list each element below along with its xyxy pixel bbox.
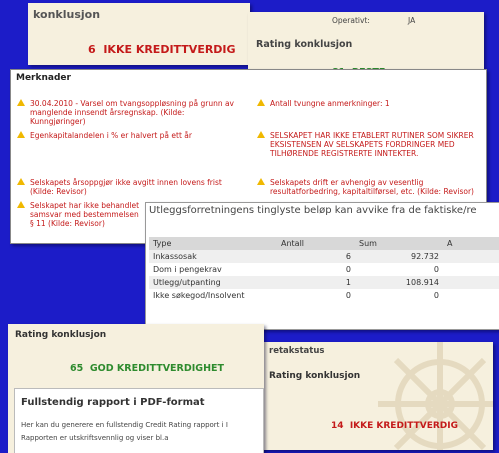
panel-title: Rating konklusjon <box>269 371 361 381</box>
rating-status: IKKE KREDITTVERDIG <box>349 421 458 431</box>
company-status-header: retakstatus <box>269 346 325 356</box>
rating-status: IKKE KREDITTVERDIG <box>103 43 236 56</box>
rating-conclusion <box>331 421 458 431</box>
table-header-row <box>149 237 499 250</box>
warning-icon <box>17 99 25 106</box>
rating-status: GOD KREDITTVERDIGHET <box>89 363 224 374</box>
remarks-title: Merknader <box>16 73 71 83</box>
panel-title: konklusjon <box>33 8 101 21</box>
warning-icon <box>257 178 265 185</box>
rating-conclusion <box>88 43 236 56</box>
rating-score: 14 <box>331 421 344 431</box>
enforcement-table <box>149 237 499 302</box>
col-header-sum: Sum <box>355 237 443 250</box>
table-row: Dom i pengekrav 0 0 <box>153 265 439 274</box>
operative-value: JA <box>408 16 416 25</box>
rating-score: 65 <box>70 363 84 374</box>
pdf-report-text-1: Her kan du generere en fullstendig Credit Rating rapport i I <box>21 421 228 429</box>
rating-conclusion <box>70 363 224 374</box>
warning-icon <box>17 178 25 185</box>
rating-panel-6 <box>255 342 493 450</box>
table-row: Inkassosak 6 92.732 <box>149 250 499 263</box>
col-header-extra: A <box>443 237 499 250</box>
remark-left-4-line3: § 11 (Kilde: Revisor) <box>30 219 105 228</box>
remark-left-4-line2: samsvar med bestemmelsen <box>30 210 139 219</box>
panel-title: Rating konklusjon <box>15 330 107 340</box>
warning-icon <box>257 131 265 138</box>
table-row: Utlegg/utpanting 1 108.914 <box>149 276 499 289</box>
pdf-report-text-2: Rapporten er utskriftsvennlig og viser bl.a <box>21 434 169 442</box>
pdf-report-section <box>14 388 264 453</box>
table-row: Ikke søkegod/Insolvent 0 0 <box>153 291 439 300</box>
warning-icon <box>17 131 25 138</box>
operative-label: Operativt: <box>332 16 370 25</box>
ship-wheel-icon <box>370 342 493 450</box>
col-header-type: Type <box>149 237 277 250</box>
warning-icon <box>257 99 265 106</box>
enforcement-title: Utleggsforretningens tinglyste beløp kan avvike fra de faktiske/re <box>149 205 477 216</box>
pdf-report-title: Fullstendig rapport i PDF-format <box>21 397 205 408</box>
panel-title: Rating konklusjon <box>256 39 353 50</box>
rating-score: 6 <box>88 43 96 56</box>
col-header-count: Antall <box>277 237 355 250</box>
rating-panel-1 <box>28 3 250 65</box>
enforcement-panel <box>145 202 499 330</box>
warning-icon <box>17 201 25 208</box>
rating-panel-5 <box>8 324 264 453</box>
remarks-panel: Merknader 30.04.2010 - Varsel om tvangsoppløsning på grunn av manglende innsendt årsregnskap. (Kilde: Kunngjøringer) Egenkapitalandelen i % er halvert på ett år Selskapets årsoppgjør ikke avgitt innen lovens frist (Kilde: Revisor) Selskapet har ikke behandlet samsvar med bestemmelsen § 11 (Kilde: Revisor) Antall tvungne anmerkninger: 1 SELSKAPET HAR IKKE ETABLERT RUTINER SOM SIKRER EKSISTENSEN AV SELSKAPETS FORDRINGER MED TILHØRENDE REGISTRERTE INNTEKTER. Selskapets drift er avhengig av vesentlig resultatforbedring, kapitaltilførsel, etc. (Kilde: Revisor) <box>10 69 487 244</box>
